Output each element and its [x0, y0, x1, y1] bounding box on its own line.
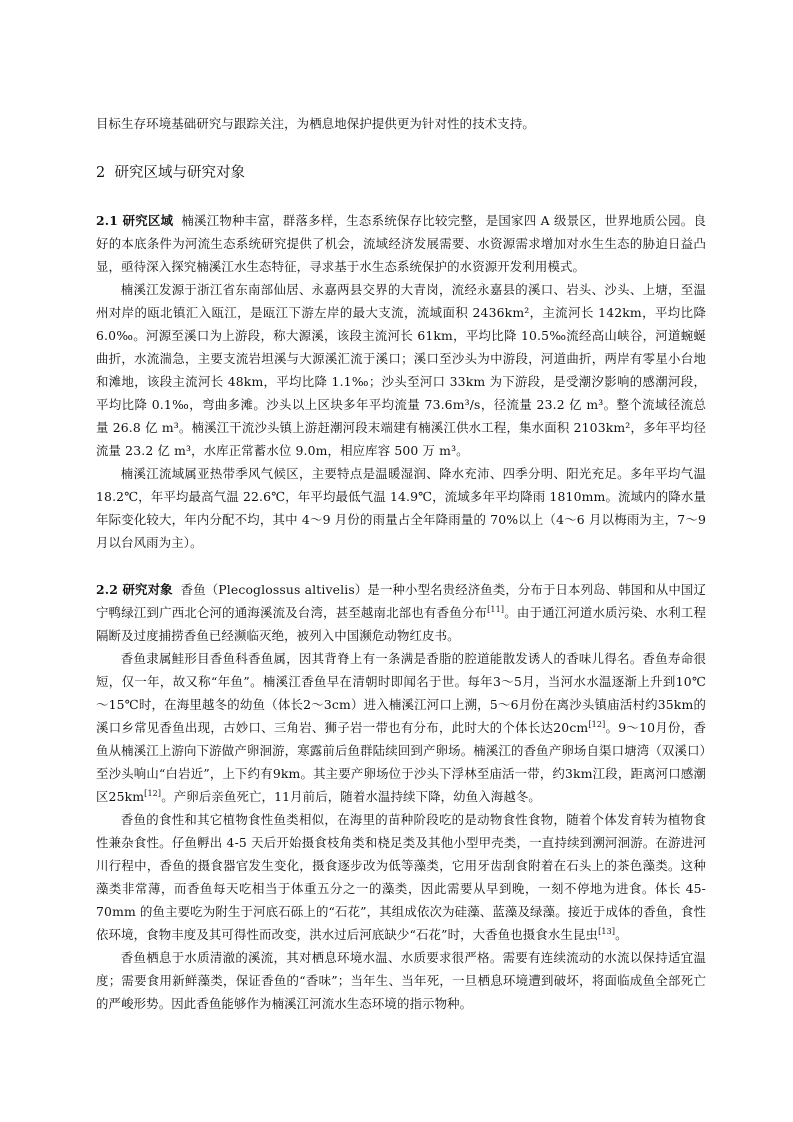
subsection-2-1-paragraph-2: 楠溪江发源于浙江省东南部仙居、永嘉两县交界的大青岗，流经永嘉县的溪口、岩头、沙头、上塘，至温州对岸的瓯北镇汇入瓯江，是瓯江下游左岸的最大支流，流域面积 2436km²，主流河长 142km，平均比降 6.0‰。河源至溪口为上游段，称大源溪，该段主流河长 61km，平均比降 10.5‰流经高山峡谷，河道蜿蜒曲折，水流湍急，主要支流岩坦溪与大源溪汇流于溪口；溪口至沙头为中游段，河道曲折，两岸有零星小台地和滩地，该段主流河长 48km，平均比降 1.1‰；沙头至河口 33km 为下游段，是受潮汐影响的感潮河段，平均比降 0.1‰，弯曲多滩。沙头以上区块多年平均流量 73.6m³/s，径流量 23.2 亿 m³。整个流域径流总量 26.8 亿 m³。楠溪江干流沙头镇上游赶潮河段末端建有楠溪江供水工程，集水面积 2103km²，多年平均径流量 23.2 亿 m³，水库正常蓄水位 9.0m，相应库容 500 万 m³。	[96, 282, 706, 458]
subsection-2-1-paragraph-1	[96, 209, 706, 278]
subsection-2-2-heading	[96, 582, 173, 597]
section-heading	[96, 161, 706, 185]
subsection-2-2-text-1a: 香鱼（Plecoglossus altivelis）是一种小型名贵经济鱼类，分布于日本列岛、韩国和从中国辽宁鸭绿江到广西北仑河的通海溪流及台湾，甚至越南北部也有香鱼分布	[96, 582, 707, 620]
subsection-2-2-text-3b: 。	[615, 927, 628, 942]
subsection-2-2-text-1b: 。由于通江河道水质污染、水利工程隔断及过度捕捞香鱼已经濒临灭绝，被列入中国濒危动物红皮书。	[96, 605, 706, 643]
subsection-2-2-paragraph-4: 香鱼栖息于水质清澈的溪流，其对栖息环境水温、水质要求很严格。需要有连续流动的水流以保持适宜温度；需要食用新鲜藻类，保证香鱼的“香味”；当年生、当年死，一旦栖息环境遭到破坏，将面临成鱼全部死亡的严峻形势。因此香鱼能够作为楠溪江河流水生态环境的指示物种。	[96, 950, 706, 1011]
citation-11: [11]	[487, 604, 505, 614]
subsection-2-2-title: 研究对象	[122, 582, 173, 597]
citation-13: [13]	[598, 926, 616, 936]
section-title: 研究区域与研究对象	[114, 165, 245, 181]
subsection-2-2-text-2a: 香鱼隶属鲑形目香鱼科香鱼属，因其背脊上有一条满是香脂的腔道能散发诱人的香味儿得名。香鱼寿命很短，仅一年，故又称“年鱼”。楠溪江香鱼早在清朝时即闻名于世。每年3～5月，当河水水温逐渐上升到10℃～15℃时，在海里越冬的幼鱼（体长2～3cm）进入楠溪江河口上溯，5～6月份在离沙头镇庙活村约35km的溪口乡常见香鱼出现，古妙口、三角岩、狮子岩一带也有分布，此时大的个体长达20cm	[96, 651, 706, 735]
subsection-2-1-heading	[96, 213, 173, 228]
subsection-2-2-paragraph-2	[96, 647, 706, 808]
subsection-2-1-title: 研究区域	[122, 213, 174, 228]
citation-12-first: [12]	[588, 719, 606, 729]
subsection-2-2-text-2b: 。9～10月份，香鱼从楠溪江上游向下游做产卵洄游，寒露前后鱼群陆续回到产卵场。楠溪江的香鱼产卵场自渠口塘湾（双溪口）至沙头响山“白岩近”，上下约有9km。其主要产卵场位于沙头下浮林至庙活一带，约3km江段，距离河口感潮区25km	[96, 720, 706, 804]
paper-page	[96, 112, 706, 1015]
subsection-2-2-number: 2.2	[96, 582, 119, 597]
intro-paragraph: 目标生存环境基础研究与跟踪关注，为栖息地保护提供更为针对性的技术支持。	[96, 116, 535, 131]
subsection-2-2-paragraph-3	[96, 808, 706, 946]
citation-12-second: [12]	[144, 788, 162, 798]
subsection-2-2-text-2c: 。产卵后亲鱼死亡，11月前后，随着水温持续下降，幼鱼入海越冬。	[161, 789, 541, 804]
subsection-2-2-paragraph-1	[96, 578, 706, 647]
subsection-2-2-text-3a: 香鱼的食性和其它植物食性鱼类相似，在海里的苗种阶段吃的是动物食性食物，随着个体发育转为植物食性兼杂食性。仔鱼孵出 4-5 天后开始摄食枝角类和桡足类及其他小型甲壳类，一直持续到溯河洄游。在游进河川行程中，香鱼的摄食器官发生变化，摄食逐步改为低等藻类，它用牙齿刮食附着在石头上的茶色藻类。这种藻类非常薄，而香鱼每天吃相当于体重五分之一的藻类，因此需要从早到晚，一刻不停地为进食。体长 45-70mm 的鱼主要吃为附生于河底石砾上的“石花”，其组成依次为硅藻、蓝藻及绿藻。接近于成体的香鱼，食性依环境，食物丰度及其可得性而改变，洪水过后河底缺少“石花”时，大香鱼也摄食水生昆虫	[96, 812, 706, 942]
subsection-2-1-number: 2.1	[96, 213, 119, 228]
section-number: 2	[96, 165, 106, 181]
subsection-2-1-text-1: 楠溪江物种丰富，群落多样，生态系统保存比较完整，是国家四 A 级景区，世界地质公园。良好的本底条件为河流生态系统研究提供了机会，流域经济发展需要、水资源需求增加对水生生态的胁迫日益凸显，亟待深入探究楠溪江水生态特征，寻求基于水生态系统保护的水资源开发利用模式。	[96, 213, 706, 274]
subsection-2-1-paragraph-3: 楠溪江流域属亚热带季风气候区，主要特点是温暖湿润、降水充沛、四季分明、阳光充足。多年平均气温 18.2℃，年平均最高气温 22.6℃，年平均最低气温 14.9℃，流域多年平均降雨 1810mm。流域内的降水量年际变化较大，年内分配不均，其中 4～9 月份的雨量占全年降雨量的 70%以上（4～6 月以梅雨为主，7～9 月以台风雨为主）。	[96, 466, 706, 550]
